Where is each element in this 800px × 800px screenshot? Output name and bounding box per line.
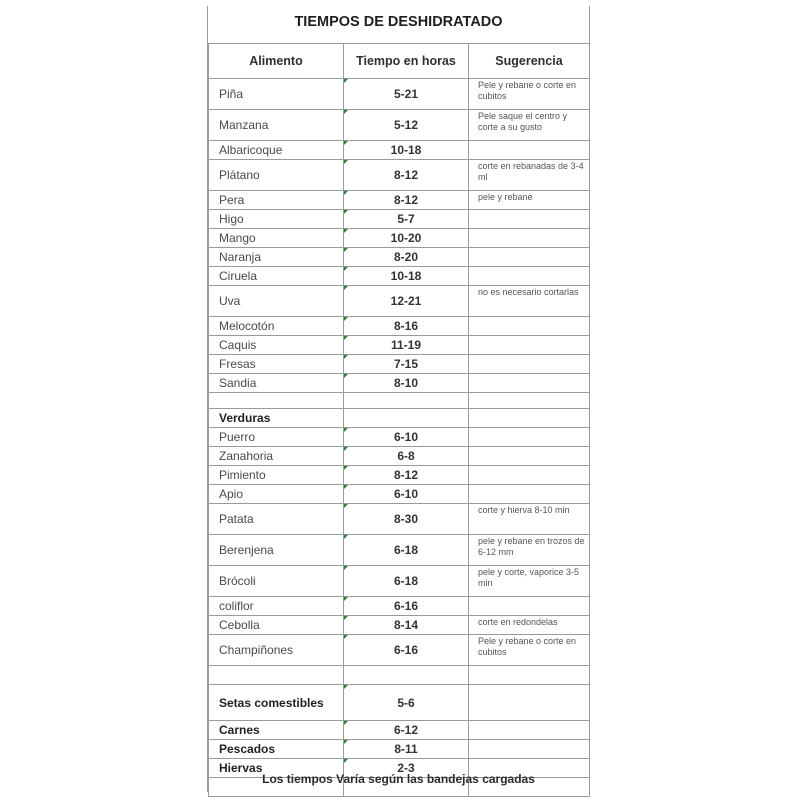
- suggestion: Pele saque el centro y corte a su gusto: [469, 110, 590, 141]
- suggestion: [469, 229, 590, 248]
- header-time: Tiempo en horas: [344, 44, 469, 79]
- dehydration-time: 5-21: [344, 79, 469, 110]
- suggestion: [469, 355, 590, 374]
- food-name: Sandia: [209, 374, 344, 393]
- table-row: [209, 374, 590, 393]
- table-row: [209, 141, 590, 160]
- table-body: [209, 79, 590, 797]
- food-name: Puerro: [209, 428, 344, 447]
- table-row: [209, 160, 590, 191]
- dehydration-time: 8-30: [344, 504, 469, 535]
- table-row: [209, 393, 590, 409]
- header-row: [209, 44, 590, 79]
- table-row: [209, 721, 590, 740]
- suggestion: [469, 248, 590, 267]
- food-name: Pimiento: [209, 466, 344, 485]
- suggestion: no es necesario cortarlas: [469, 286, 590, 317]
- food-name: Hiervas: [209, 759, 344, 778]
- header-food: Alimento: [209, 44, 344, 79]
- table-row: [209, 566, 590, 597]
- suggestion: corte en redondelas: [469, 616, 590, 635]
- food-name: Manzana: [209, 110, 344, 141]
- dehydration-time: 12-21: [344, 286, 469, 317]
- suggestion: [469, 685, 590, 721]
- suggestion: [469, 393, 590, 409]
- dehydration-time: 8-12: [344, 160, 469, 191]
- dehydration-time: 6-8: [344, 447, 469, 466]
- suggestion: [469, 721, 590, 740]
- food-name: Fresas: [209, 355, 344, 374]
- table-row: [209, 447, 590, 466]
- suggestion: [469, 428, 590, 447]
- table-row: [209, 210, 590, 229]
- dehydration-time: 5-7: [344, 210, 469, 229]
- table-row: [209, 597, 590, 616]
- dehydration-time: 2-3: [344, 759, 469, 778]
- dehydration-sheet: [207, 6, 590, 792]
- suggestion: [469, 740, 590, 759]
- food-name: Uva: [209, 286, 344, 317]
- table-row: [209, 535, 590, 566]
- header-tip: Sugerencia: [469, 44, 590, 79]
- suggestion: [469, 485, 590, 504]
- food-name: Higo: [209, 210, 344, 229]
- dehydration-time: 10-20: [344, 229, 469, 248]
- food-name: Berenjena: [209, 535, 344, 566]
- food-name: Cebolla: [209, 616, 344, 635]
- table-row: [209, 616, 590, 635]
- table-row: [209, 685, 590, 721]
- food-name: Plátano: [209, 160, 344, 191]
- suggestion: [469, 374, 590, 393]
- footer-note: Los tiempos Varía según las bandejas cargadas: [262, 772, 535, 786]
- food-name: Caquis: [209, 336, 344, 355]
- dehydration-time: [344, 393, 469, 409]
- dehydration-time: 5-6: [344, 685, 469, 721]
- food-name: Brócoli: [209, 566, 344, 597]
- suggestion: [469, 666, 590, 685]
- suggestion: Pele y rebane o corte en cubitos: [469, 79, 590, 110]
- food-name: Melocotón: [209, 317, 344, 336]
- table-row: [209, 191, 590, 210]
- dehydration-time: 10-18: [344, 141, 469, 160]
- dehydration-time: 6-12: [344, 721, 469, 740]
- suggestion: pele y rebane en trozos de 6-12 mm: [469, 535, 590, 566]
- suggestion: [469, 336, 590, 355]
- dehydration-time: 6-16: [344, 635, 469, 666]
- food-name: [209, 393, 344, 409]
- table-row: [209, 485, 590, 504]
- suggestion: corte en rebanadas de 3-4 ml: [469, 160, 590, 191]
- table-row: [209, 286, 590, 317]
- dehydration-time: 8-12: [344, 466, 469, 485]
- dehydration-time: 6-10: [344, 428, 469, 447]
- suggestion: [469, 466, 590, 485]
- food-name: coliflor: [209, 597, 344, 616]
- suggestion: [469, 267, 590, 286]
- suggestion: [469, 409, 590, 428]
- suggestion: Pele y rebane o corte en cubitos: [469, 635, 590, 666]
- table-row: [209, 336, 590, 355]
- suggestion: [469, 210, 590, 229]
- table-row: [209, 409, 590, 428]
- dehydration-time: 8-11: [344, 740, 469, 759]
- suggestion: [469, 597, 590, 616]
- dehydration-time: 6-18: [344, 566, 469, 597]
- food-name: Ciruela: [209, 267, 344, 286]
- table-row: [209, 79, 590, 110]
- table-row: [209, 110, 590, 141]
- food-name: Pera: [209, 191, 344, 210]
- food-name: Mango: [209, 229, 344, 248]
- dehydration-time: 8-16: [344, 317, 469, 336]
- table-row: [209, 267, 590, 286]
- food-name: Patata: [209, 504, 344, 535]
- table-row: [209, 248, 590, 267]
- food-name: Setas comestibles: [209, 685, 344, 721]
- table-row: [209, 666, 590, 685]
- dehydration-time: 10-18: [344, 267, 469, 286]
- table-row: [209, 317, 590, 336]
- food-name: Piña: [209, 79, 344, 110]
- dehydration-time: 6-16: [344, 597, 469, 616]
- suggestion: [469, 317, 590, 336]
- dehydration-time: 6-18: [344, 535, 469, 566]
- dehydration-time: 7-15: [344, 355, 469, 374]
- suggestion: pele y corte, vaporice 3-5 min: [469, 566, 590, 597]
- dehydration-time: 8-12: [344, 191, 469, 210]
- dehydration-time: 8-10: [344, 374, 469, 393]
- table-row: [209, 466, 590, 485]
- table-row: [209, 635, 590, 666]
- food-name: Albaricoque: [209, 141, 344, 160]
- page-title: TIEMPOS DE DESHIDRATADO: [294, 14, 503, 30]
- food-name: Pescados: [209, 740, 344, 759]
- suggestion: pele y rebane: [469, 191, 590, 210]
- table-row: [209, 504, 590, 535]
- dehydration-time: 8-14: [344, 616, 469, 635]
- food-name: Naranja: [209, 248, 344, 267]
- dehydration-time: 11-19: [344, 336, 469, 355]
- suggestion: [469, 141, 590, 160]
- table-row: [209, 355, 590, 374]
- suggestion: corte y hierva 8-10 min: [469, 504, 590, 535]
- dehydration-time: [344, 409, 469, 428]
- dehydration-time: 8-20: [344, 248, 469, 267]
- dehydration-time: 6-10: [344, 485, 469, 504]
- table-row: [209, 428, 590, 447]
- food-name: Champiñones: [209, 635, 344, 666]
- food-name: Verduras: [209, 409, 344, 428]
- food-name: [209, 666, 344, 685]
- food-name: Carnes: [209, 721, 344, 740]
- food-name: Apio: [209, 485, 344, 504]
- table-row: [209, 740, 590, 759]
- table-row: [209, 229, 590, 248]
- food-name: Zanahoria: [209, 447, 344, 466]
- dehydration-time: [344, 666, 469, 685]
- dehydration-table: [208, 43, 590, 797]
- suggestion: [469, 447, 590, 466]
- dehydration-time: 5-12: [344, 110, 469, 141]
